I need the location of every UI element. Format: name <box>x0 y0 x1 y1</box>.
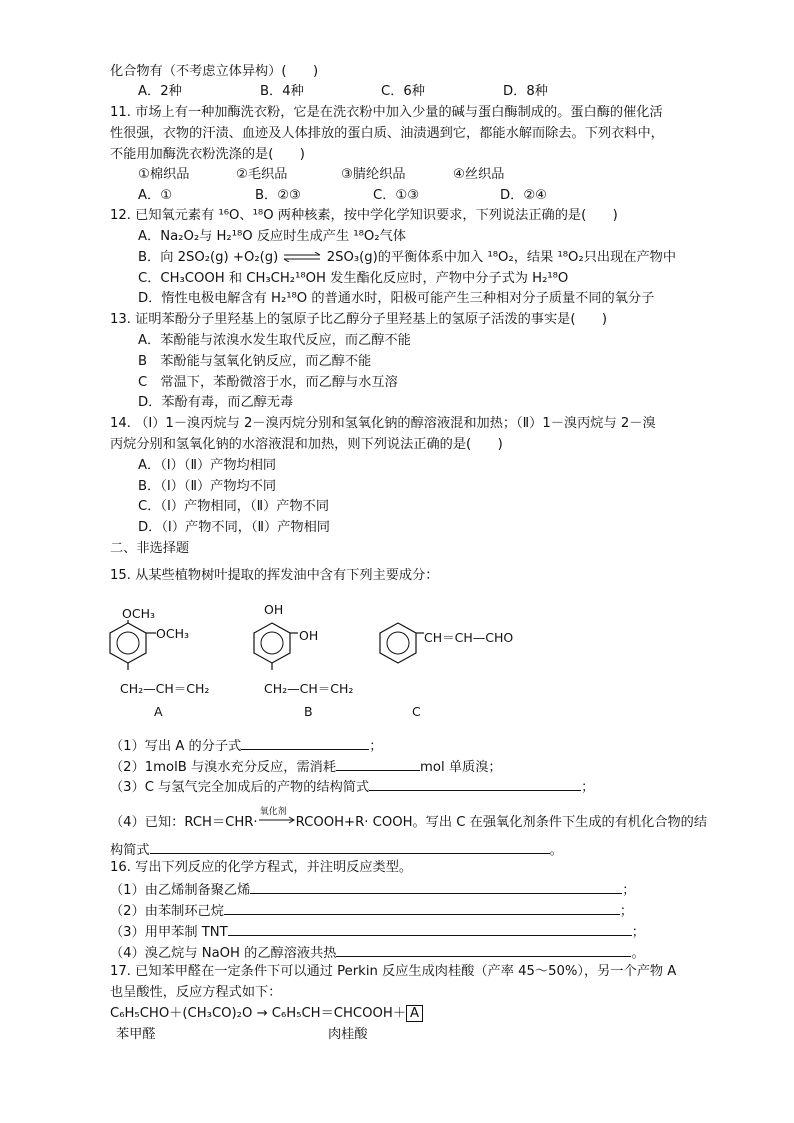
q14-line2: 丙烷分别和氢氧化钠的水溶液混和加热，则下列说法正确的是( ) <box>110 437 503 452</box>
q15-sub2-end: mol 单质溴； <box>420 760 502 775</box>
q10-option-a: A．2种 <box>138 84 182 99</box>
q15-sub4-line2 <box>110 840 563 860</box>
q11-item-1: ①棉织品 <box>138 167 190 182</box>
molecule-a-label: A <box>154 704 163 719</box>
q11-item-4: ④丝织品 <box>453 167 505 182</box>
q12-option-c: C．CH₃COOH 和 CH₃CH₂¹⁸OH 发生酯化反应时，产物中分子式为 H₂¹⁸O <box>138 271 569 286</box>
q14-option-b: B．（Ⅰ）（Ⅱ）产物均不同 <box>138 479 277 494</box>
q16-item-1 <box>110 880 635 900</box>
q10-option-c: C．6种 <box>381 84 425 99</box>
answer-blank[interactable] <box>228 922 632 936</box>
q17-equation-text: C₆H₅CHO＋(CH₃CO)₂O → C₆H₅CH＝CHCOOH＋ <box>110 1006 406 1021</box>
q17-line1: 17. 已知苯甲醛在一定条件下可以通过 Perkin 反应生成肉桂酸（产率 45～50%），另一个产物 A <box>110 964 677 979</box>
q16-item-1-end: ； <box>622 883 636 898</box>
molecule-b-label: B <box>304 704 313 719</box>
q15-sub3 <box>110 777 594 797</box>
q11-option-c: C．①③ <box>373 188 420 203</box>
q12-option-b-right: 2SO₃(g)的平衡体系中加入 ¹⁸O₂，结果 ¹⁸O₂只出现在产物中 <box>326 250 677 265</box>
answer-blank[interactable] <box>241 736 369 750</box>
q16-item-3-text: （3）用甲苯制 TNT <box>110 925 228 940</box>
q11-option-d: D．②④ <box>500 188 547 203</box>
q16-item-1-text: （1）由乙烯制备聚乙烯 <box>110 883 251 898</box>
molecule-c-label: C <box>412 704 421 719</box>
q16-item-4 <box>110 943 645 963</box>
q14-option-a: A．（Ⅰ）（Ⅱ）产物均相同 <box>138 458 277 473</box>
q13-option-d: D．苯酚有毒，而乙醇无毒 <box>138 395 294 410</box>
q16-item-3 <box>110 922 645 942</box>
q14-option-c: C．（Ⅰ）产物相同，（Ⅱ）产物不同 <box>138 499 330 514</box>
answer-blank[interactable] <box>250 880 622 894</box>
answer-blank[interactable] <box>336 943 631 957</box>
arrow-condition: 氧化剂 <box>259 807 287 817</box>
q15-stem: 15. 从某些植物树叶提取的挥发油中含有下列主要成分： <box>110 568 439 583</box>
q16-item-2 <box>110 901 633 921</box>
q15-sub1 <box>110 736 382 756</box>
q11-item-2: ②毛织品 <box>236 167 288 182</box>
q13-option-a: A．苯酚能与浓溴水发生取代反应，而乙醇不能 <box>138 333 411 348</box>
q15-sub1-end: ； <box>369 739 383 754</box>
q13-option-c: C 常温下，苯酚微溶于水，而乙醇与水互溶 <box>138 375 398 390</box>
q11-line2: 性很强，衣物的汗渍、血迹及人体排放的蛋白质、油渍遇到它，都能水解而除去。下列衣料中， <box>110 126 664 141</box>
q14-line1: 14. （Ⅰ）1－溴丙烷与 2－溴丙烷分别和氢氧化钠的醇溶液混和加热；（Ⅱ）1－溴丙烷与 2－溴 <box>110 416 656 431</box>
molecule-b <box>252 600 362 720</box>
q12-option-d: D．惰性电极电解含有 H₂¹⁸O 的普通水时，阳极可能产生三种相对分子质量不同的氧分子 <box>138 291 655 306</box>
q15-sub4-line1 <box>110 807 708 832</box>
q17-line2: 也呈酸性，反应方程式如下： <box>110 985 282 1000</box>
molecule-a-side-group: OCH₃ <box>156 626 189 641</box>
q15-sub4-text-2: RCOOH+R· COOH。写出 C 在强氧化剂条件下生成的有机化合物的结 <box>295 815 708 830</box>
q15-sub3-text: （3）C 与氢气完全加成后的产物的结构简式 <box>110 780 370 795</box>
q11-line3: 不能用加酶洗衣粉洗涤的是( ) <box>110 147 305 162</box>
section-heading: 二、非选择题 <box>110 541 190 556</box>
q14-option-d: D．（Ⅰ）产物不同，（Ⅱ）产物相同 <box>138 520 330 535</box>
q16-item-3-end: ； <box>631 925 645 940</box>
q12-option-b <box>138 249 676 267</box>
molecule-a <box>108 600 218 720</box>
q15-sub2 <box>110 757 502 777</box>
molecule-a-top-group: OCH₃ <box>122 606 155 621</box>
q15-sub2-text: （2）1molB 与溴水充分反应，需消耗 <box>110 760 337 775</box>
q12-stem: 12. 已知氧元素有 ¹⁶O、¹⁸O 两种核素，按中学化学知识要求，下列说法正确的是( ) <box>110 208 618 223</box>
q17-name-benzaldehyde: 苯甲醛 <box>116 1027 156 1042</box>
q16-item-2-end: ； <box>619 904 634 919</box>
answer-blank[interactable] <box>336 757 420 771</box>
molecule-b-top-group: OH <box>264 602 284 617</box>
molecule-b-side-group: OH <box>299 628 319 643</box>
q10-option-b: B．4种 <box>260 84 304 99</box>
q11-item-3: ③腈纶织品 <box>341 167 406 182</box>
answer-blank[interactable] <box>369 777 581 791</box>
q13-option-b: B 苯酚能与氢氧化钠反应，而乙醇不能 <box>138 354 372 369</box>
q15-sub3-end: ； <box>581 780 595 795</box>
molecule-c <box>378 600 528 720</box>
q16-item-4-text: （4）溴乙烷与 NaOH 的乙醇溶液共热 <box>110 946 337 961</box>
q17-name-cinnamic-acid: 肉桂酸 <box>328 1027 368 1042</box>
q17-equation <box>110 1005 423 1023</box>
q11-line1: 11. 市场上有一种加酶洗衣粉，它是在洗衣粉中加入少量的碱与蛋白酶制成的。蛋白酶的催化活 <box>110 105 663 120</box>
q15-sub4-end: 。 <box>549 843 563 858</box>
q11-option-a: A．① <box>138 188 173 203</box>
answer-blank[interactable] <box>150 840 550 854</box>
reaction-arrow-icon <box>258 807 296 826</box>
q11-option-b: B．②③ <box>255 188 301 203</box>
q16-stem: 16. 写出下列反应的化学方程式，并注明反应类型。 <box>110 860 413 875</box>
molecule-b-chain: CH₂—CH＝CH₂ <box>264 681 354 696</box>
q16-item-2-text: （2）由苯制环己烷 <box>110 904 224 919</box>
q15-sub4-text-3: 构简式 <box>110 843 150 858</box>
q10-stem-end: 化合物有（不考虑立体异构）( ) <box>110 64 319 79</box>
q10-option-d: D．8种 <box>503 84 548 99</box>
equilibrium-arrow-icon <box>282 252 322 262</box>
q15-sub1-text: （1）写出 A 的分子式 <box>110 739 242 754</box>
molecule-a-chain: CH₂—CH＝CH₂ <box>120 681 210 696</box>
product-a-box: A <box>406 1005 423 1022</box>
q12-option-a: A．Na₂O₂与 H₂¹⁸O 反应时生成产生 ¹⁸O₂气体 <box>138 229 406 244</box>
q13-stem: 13. 证明苯酚分子里羟基上的氢原子比乙醇分子里羟基上的氢原子活泼的事实是( ) <box>110 312 608 327</box>
molecule-c-side-group: CH＝CH—CHO <box>424 630 514 645</box>
q15-sub4-text: （4）已知：RCH＝CHR· <box>110 815 258 830</box>
q12-option-b-left: B．向 2SO₂(g) +O₂(g) <box>138 250 279 265</box>
answer-blank[interactable] <box>224 901 620 915</box>
q16-item-4-end: 。 <box>631 946 645 961</box>
